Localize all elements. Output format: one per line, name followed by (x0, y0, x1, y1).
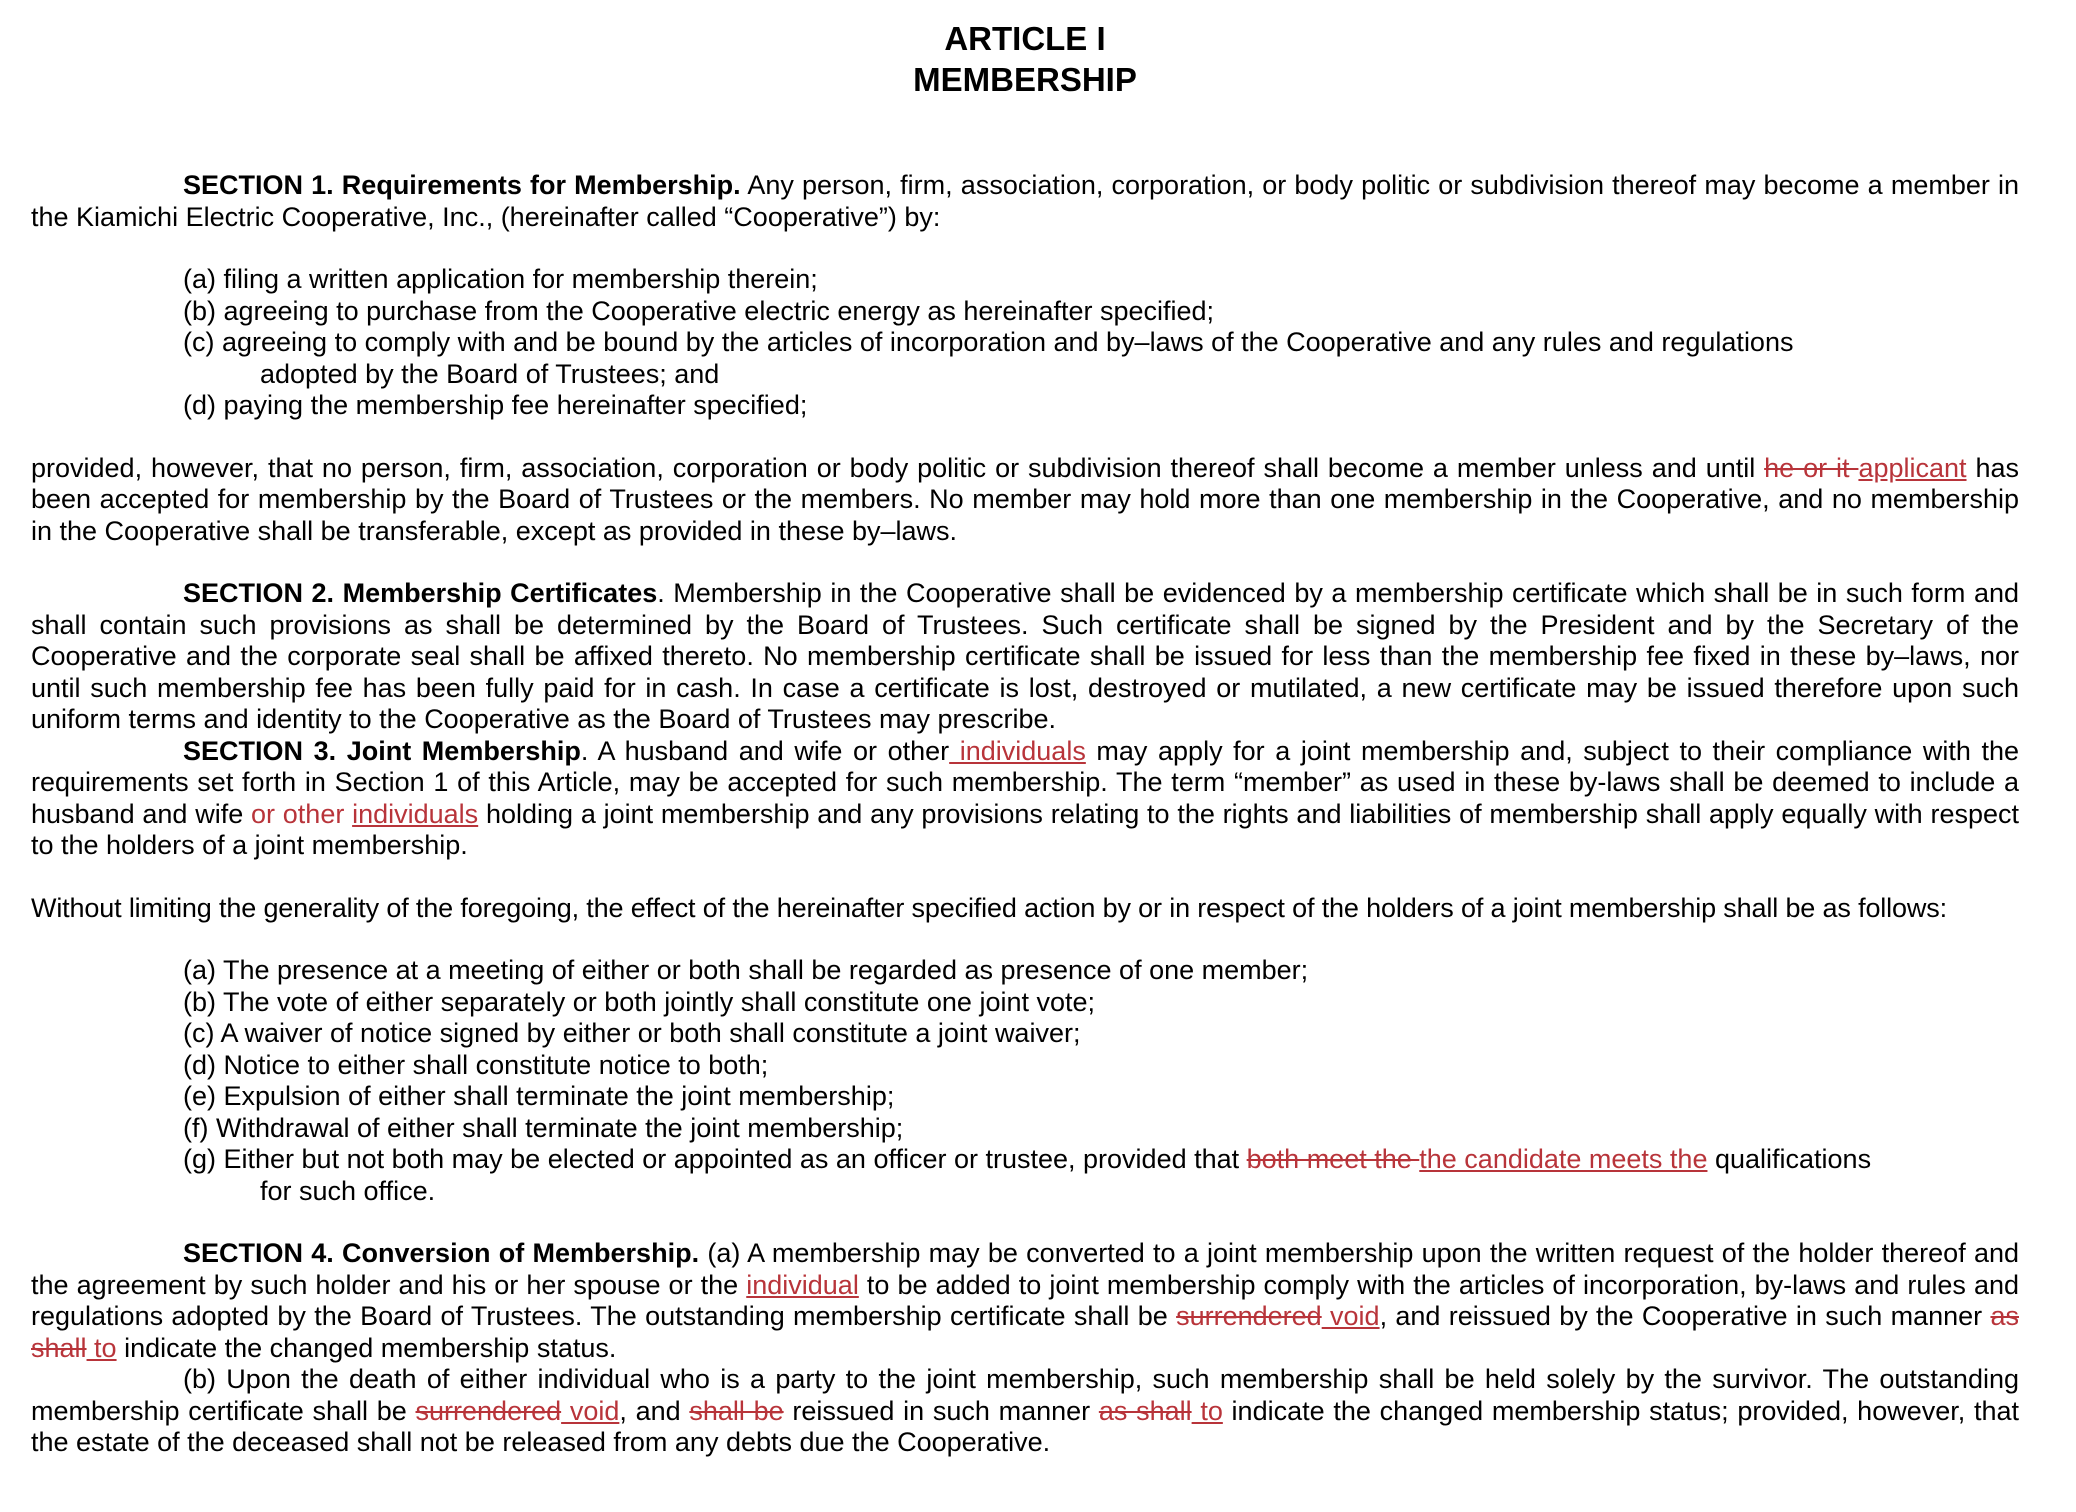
inserted-text: or other (251, 798, 353, 829)
inserted-text: to (1191, 1395, 1223, 1426)
list-item-continuation: adopted by the Board of Trustees; and (260, 358, 720, 389)
list-item: (c) agreeing to comply with and be bound by the articles of incorporation and by–laws of the Cooperative and any rules and regulations (183, 327, 1794, 357)
inserted-text: void (1321, 1301, 1380, 1331)
section-2-heading: SECTION 2. Membership Certificates (183, 578, 658, 608)
list-item: (g) Either but not both may be elected or appointed as an officer or trustee, provided that both meet the the candidate meets the qualifications (183, 1144, 1872, 1174)
list-item: (d) paying the membership fee hereinafter specified; (183, 390, 808, 420)
inserted-text: void (561, 1395, 620, 1426)
deleted-text: surrendered (1176, 1301, 1322, 1331)
list-item-continuation: for such office. (260, 1175, 436, 1206)
section-1-proviso: provided, however, that no person, firm, association, corporation or body politic or subdivision thereof shall become a member unless and until he or it applicant has been accepted for membership by the Board of Trustees or the members. No member may hold more than one membership in the Cooperative, and no membership in the Cooperative shall be transferable, except as provided in these by–laws. (31, 452, 2019, 546)
inserted-text: to (86, 1332, 117, 1363)
section-4-heading: SECTION 4. Conversion of Membership. (183, 1238, 700, 1268)
list-item: (a) The presence at a meeting of either or both shall be regarded as presence of one member; (183, 955, 1309, 985)
document-page (31, 18, 2019, 1459)
section-1-paragraph (31, 170, 2019, 233)
article-title: MEMBERSHIP (913, 61, 1137, 98)
deleted-text: shall be (689, 1395, 784, 1426)
list-item: (e) Expulsion of either shall terminate the joint membership; (183, 1081, 895, 1111)
deleted-text: he or it (1764, 452, 1859, 483)
list-item: (b) The vote of either separately or both jointly shall constitute one joint vote; (183, 986, 1096, 1017)
inserted-text: the candidate meets the (1419, 1144, 1708, 1174)
section-4-paragraph-a: SECTION 4. Conversion of Membership. (a) A membership may be converted to a joint membership upon the written request of the holder thereof and the agreement by such holder and his or her spouse or the individual to be added to joint membership comply with the articles of incorporation, by-laws and rules and regulations adopted by the Board of Trustees. The outstanding membership certificate shall be surrendered void, and reissued by the Cooperative in such manner as shall to indicate the changed membership status. (31, 1238, 2019, 1363)
deleted-text: surrendered (415, 1395, 562, 1426)
list-item: (d) Notice to either shall constitute notice to both; (183, 1049, 769, 1080)
section-3-list (183, 955, 2019, 1207)
section-2-paragraph: SECTION 2. Membership Certificates. Membership in the Cooperative shall be evidenced by a membership certificate which shall be in such form and shall contain such provisions as shall be determined by the Board of Trustees. Such certificate shall be signed by the President and by the Secretary of the Cooperative and the corporate seal shall be affixed thereto. No membership certificate shall be issued for less than the membership fee fixed in these by–laws, nor until such membership fee has been fully paid for in cash. In case a certificate is lost, destroyed or mutilated, a new certificate may be issued therefore upon such uniform terms and identity to the Cooperative as the Board of Trustees may prescribe. (31, 578, 2019, 734)
section-3-intro: Without limiting the generality of the foregoing, the effect of the hereinafter specified action by or in respect of the holders of a joint membership shall be as follows: (31, 892, 1947, 923)
list-item: (f) Withdrawal of either shall terminate the joint membership; (183, 1112, 904, 1143)
inserted-text: applicant (1858, 452, 1967, 483)
article-number: ARTICLE I (944, 20, 1106, 57)
deleted-text: as shall (1098, 1395, 1192, 1426)
section-1-text: Any person, firm, association, corporation, or body politic or subdivision thereof may become a member in the Kiamichi Electric Cooperative, Inc., (hereinafter called “Cooperative”) by: (31, 170, 2020, 232)
deleted-text: as shall (31, 1301, 2019, 1363)
section-1-heading: SECTION 1. Requirements for Membership. (183, 170, 741, 200)
inserted-text: individuals (949, 735, 1086, 766)
list-item: (a) filing a written application for membership therein; (183, 264, 818, 294)
section-1-list (183, 264, 2019, 422)
section-3-heading: SECTION 3. Joint Membership (183, 735, 581, 766)
section-4-paragraph-b: (b) Upon the death of either individual who is a party to the joint membership, such membership shall be held solely by the survivor. The outstanding membership certificate shall be surrendered void, and shall be reissued in such manner as shall to indicate the changed membership status; provided, however, that the estate of the deceased shall not be released from any debts due the Cooperative. (31, 1364, 2019, 1457)
inserted-text: individual (746, 1269, 859, 1300)
list-item: (b) agreeing to purchase from the Cooperative electric energy as hereinafter specified; (183, 295, 1215, 326)
inserted-text: individuals (352, 798, 479, 829)
list-item: (c) A waiver of notice signed by either or both shall constitute a joint waiver; (183, 1018, 1081, 1048)
section-3-paragraph: SECTION 3. Joint Membership. A husband and wife or other individuals may apply for a joint membership and, subject to their compliance with the requirements set forth in Section 1 of this Article, may be accepted for such membership. The term “member” as used in these by-laws shall be deemed to include a husband and wife or other individuals holding a joint membership and any provisions relating to the rights and liabilities of membership shall apply equally with respect to the holders of a joint membership. (31, 735, 2019, 860)
deleted-text: both meet the (1246, 1144, 1420, 1174)
